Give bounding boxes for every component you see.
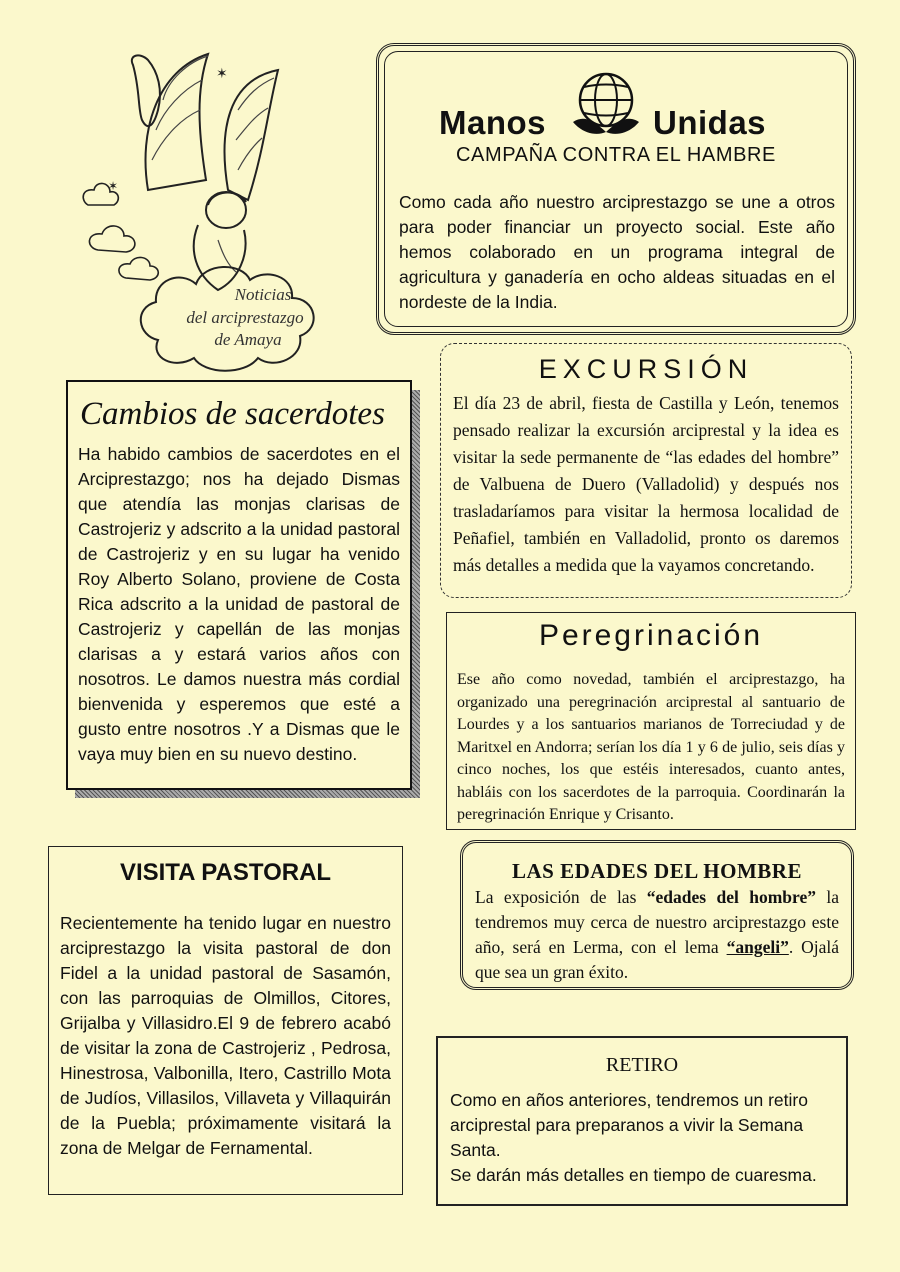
edades-body-part1: La exposición de las — [475, 887, 647, 907]
edades-title: LAS EDADES DEL HOMBRE — [512, 859, 802, 883]
angel-icon — [78, 40, 358, 380]
visita-body: Recientemente ha tenido lugar en nuestro arciprestazgo la visita pastoral de don Fidel a la unidad pastoral de Sasamón, con las parroquias de Olmillos, Citores, Grijalba y Villasidro.El 9 de febrero acabó de visitar la zona de Castrojeriz , Pedrosa, Hinestrosa, Valbonilla, Itero, Castrillo Mota de Judíos, Villasilos, Villaveta y Villaquirán de la Puebla; próximamente visitará la zona de Melgar de Fernamental. — [60, 913, 391, 1158]
svg-text:✶: ✶ — [108, 179, 119, 193]
logo-caption-line1: Noticias — [234, 285, 292, 304]
logo-caption-line3: de Amaya — [214, 330, 282, 349]
peregrinacion-body: Ese año como novedad, también el arciprestazgo, ha organizado una peregrinación arciprestal al santuario de Lourdes y a los santuarios marianos de Torreciudad y de Maritxel en Andorra; serían los día 1 y 6 de julio, seis días y cinco noches, los que estéis interesados, cuanto antes, habláis con los sacerdotes de la parroquia. Coordinarán la peregrinación Enrique y Crisanto. — [457, 671, 845, 823]
retiro-line1: Como en años anteriores, tendremos un retiro arciprestal para preparanos a vivir la Semana Santa. — [450, 1090, 808, 1160]
brand-word-unidas: Unidas — [653, 104, 767, 141]
edades-body-part2: la tendremos muy cerca de nuestro arciprestazgo este año, será en Lerma, con el lema — [475, 887, 839, 957]
peregrinacion-panel — [446, 612, 856, 830]
manos-unidas-panel — [376, 43, 856, 335]
manos-unidas-body: Como cada año nuestro arciprestazgo se une a otros para poder financiar un proyecto social. Este año hemos colaborado en un programa integral de agricultura y ganadería en ocho aldeas situadas en el nordeste de la India. — [399, 192, 835, 312]
logo-caption-line2: del arciprestazgo — [186, 308, 304, 327]
edades-body-lema: “angeli” — [726, 937, 789, 957]
visita-panel — [48, 846, 403, 1195]
campaign-subtitle: CAMPAÑA CONTRA EL HAMBRE — [455, 144, 776, 166]
retiro-panel — [436, 1036, 848, 1206]
edades-panel — [460, 840, 854, 990]
cambios-panel — [66, 380, 412, 790]
globe-hands-icon — [571, 70, 641, 136]
newsletter-logo — [78, 40, 358, 380]
excursion-body: El día 23 de abril, fiesta de Castilla y León, tenemos pensado realizar la excursión arciprestal y la idea es visitar la sede permanente de “las edades del hombre” de Valbuena de Duero (Valladolid) y después nos trasladaríamos para visitar la hermosa localidad de Peñafiel, también en Valladolid, pronto os daremos más detalles a medida que la vayamos concretando. — [453, 393, 839, 575]
excursion-panel — [440, 343, 852, 598]
visita-title: VISITA PASTORAL — [119, 859, 332, 886]
cambios-title: Cambios de sacerdotes — [80, 396, 385, 432]
retiro-line2: Se darán más detalles en tiempo de cuaresma. — [450, 1165, 817, 1185]
excursion-title: EXCURSIÓN — [538, 354, 754, 384]
retiro-title: RETIRO — [605, 1054, 679, 1076]
cambios-body: Ha habido cambios de sacerdotes en el Arciprestazgo; nos ha dejado Dismas que atendía las monjas clarisas de Castrojeriz y adscrito a la unidad pastoral de Castrojeriz y en su lugar ha venido Roy Alberto Solano, proviene de Costa Rica adscrito a la unidad de pastoral de Castrojeriz y capellán de las monjas clarisas a y estará varios años con nosotros. Le damos nuestra más cordial bienvenida y esperemos que esté a gusto entre nosotros .Y a Dismas que le vaya muy bien en su nuevo destino. — [78, 444, 400, 764]
edades-body-bold: “edades del hombre” — [646, 887, 816, 907]
svg-text:✶: ✶ — [216, 65, 228, 81]
brand-word-manos: Manos — [439, 104, 547, 141]
edades-body-part3: . Ojalá que sea un gran éxito. — [475, 937, 840, 982]
peregrinacion-title: Peregrinación — [538, 619, 764, 652]
edades-body — [475, 885, 839, 985]
